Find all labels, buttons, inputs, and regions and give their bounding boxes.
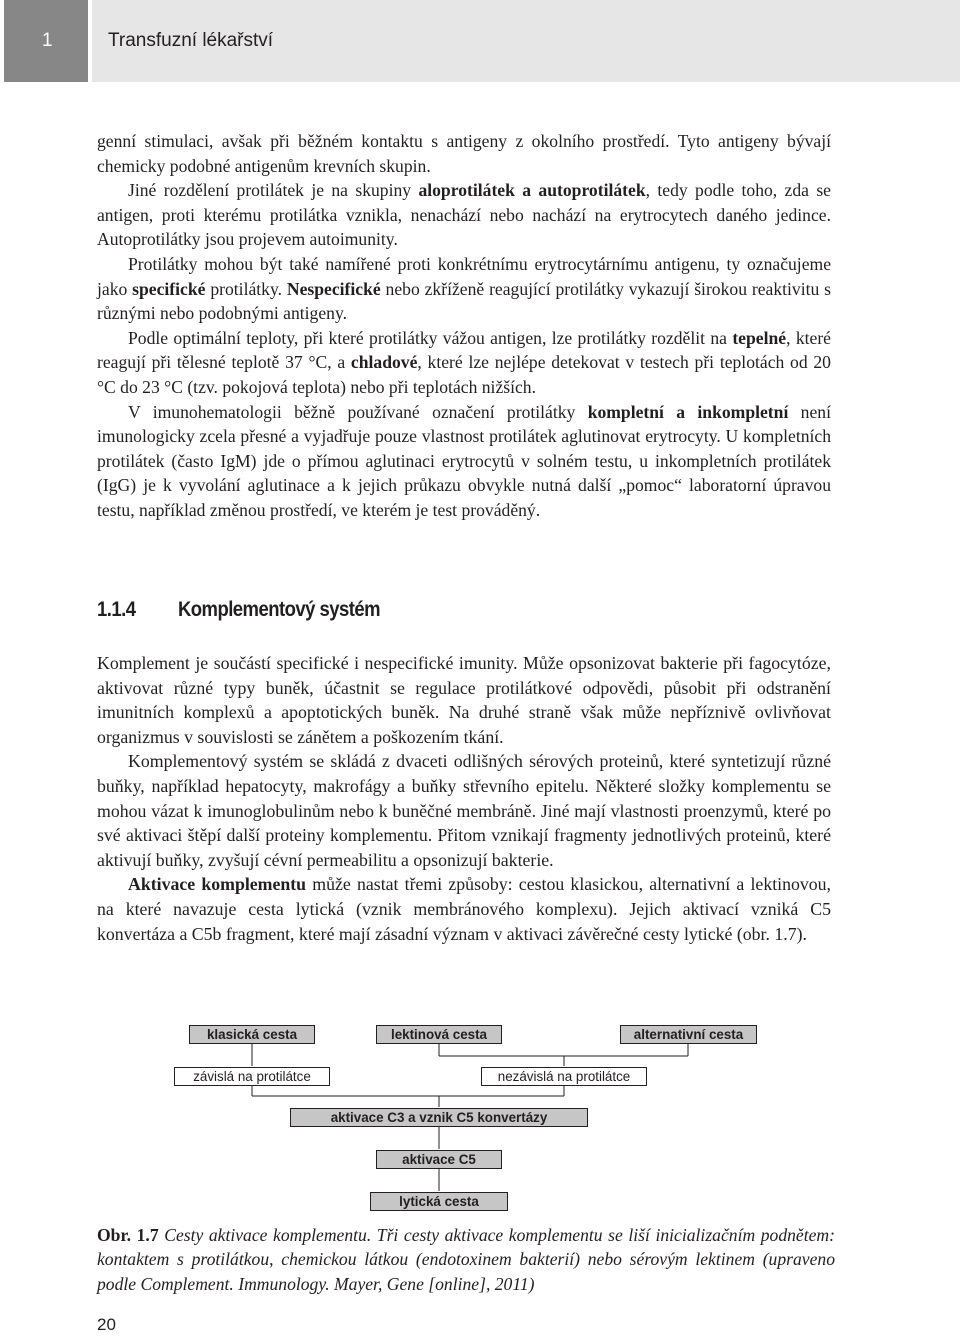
bold-term: Aktivace komplementu [128,874,307,895]
bold-term: specifické [132,278,206,299]
paragraph-antibody-groups [97,178,831,252]
bold-term: Nespecifické [286,278,381,299]
page-number: 20 [97,1315,116,1334]
paragraph-text: genní stimulaci, avšak při běžném kontaktu s antigeny z okolního prostředí. Tyto antigeny bývají chemicky podobné antigenům krevních skupin. [97,131,831,176]
box-lytic-pathway: lytická cesta [370,1192,508,1211]
body-text-lower [97,651,831,946]
paragraph-text: Komplement je součástí specifické i nespecifické imunity. Může opsonizovat bakterie při fagocytóze, aktivovat různé typy buněk, účastnit se regulace protilátkové odpovědi, působit při odstranění imunitních komplexů a apoptotických buněk. Na druhé straně však může nepříznivě ovlivňovat organizmus v souvislosti se zánětem a poškozením tkání. [97,653,831,747]
paragraph-text: Jiné rozdělení protilátek je na skupiny [128,180,419,201]
figure-caption [97,1223,835,1296]
box-antibody-dependent: závislá na protilátce [174,1067,330,1086]
paragraph-text: není imunologicky zcela přesné a vyjadřuje pouze vlastnost protilátek aglutinovat erytrocyty. U kompletních protilátek (často IgM) jde o přímou aglutinaci erytrocytů v solném testu, u inkompletních protilátek (IgG) je k vyvolání aglutinace a k jejich průkazu obvykle nutná další „pomoc“ laboratorní úpravou testu, například změnou prostředí, ve kterém je test prováděný. [97,401,831,520]
paragraph-specificity [97,252,831,326]
box-antibody-independent: nezávislá na protilátce [481,1067,647,1086]
bold-term: tepelné [732,327,787,348]
figure-caption-text: Cesty aktivace komplementu. Tři cesty aktivace komplementu se liší inicializačním podnětem: kontaktem s protilátkou, chemickou látkou (endotoxinem bakterií) nebo sérovým lektinem (upraveno podle Complement. Immunology. Mayer, Gene [online], 2011) [97,1225,835,1294]
paragraph-text: protilátky. [205,278,287,299]
box-classical-pathway: klasická cesta [189,1025,315,1044]
paragraph-text: Podle optimální teploty, při které protilátky vážou antigen, lze protilátky rozdělit na [128,327,733,348]
paragraph-text: Komplementový systém se skládá z dvaceti odlišných sérových proteinů, které syntetizují různé buňky, například hepatocyty, makrofágy a buňky střevního epitelu. Některé složky komplementu se mohou vázat k imunoglobulinům nebo k buněčné membráně. Jiné mají vlastnosti proenzymů, které po své aktivaci štěpí další proteiny komplementu. Přitom vznikají fragmenty jednotlivých proteinů, které aktivují buňky, zvyšují cévní permeabilitu a opsonizují bakterie. [97,751,831,870]
body-text-upper [97,129,831,523]
paragraph-text: Protilátky mohou být také namířené proti konkrétnímu erytrocytárnímu antigenu, ty označujeme jako [97,253,831,299]
paragraph-text: , které lze nejlépe detekovat v testech při teplotách od 20 °C do 23 °C (tzv. pokojová teplota) nebo při teplotách nižších. [97,352,831,397]
figure-label: Obr. 1.7 [97,1225,159,1245]
bold-term: chladové [350,352,418,373]
paragraph-temperature [97,326,831,400]
paragraph-text: V imunohematologii běžně používané označení protilátky [128,401,588,422]
paragraph-complement-intro [97,651,831,749]
section-title: Komplementový systém [177,598,381,621]
box-c5-activation: aktivace C5 [376,1150,502,1169]
paragraph-text: , které reagují při tělesné teplotě 37 °C, a [97,327,831,373]
paragraph-continuation [97,129,831,178]
complement-pathway-diagram [0,1016,960,1216]
box-lectin-pathway: lektinová cesta [376,1025,502,1044]
section-heading [97,598,380,622]
bold-term: aloprotilátek a autoprotilátek [418,180,646,201]
bold-term: kompletní a inkompletní [587,401,789,422]
box-c3-c5-convertase: aktivace C3 a vznik C5 konvertázy [290,1108,588,1127]
chapter-title: Transfuzní lékařství [92,0,960,82]
paragraph-text: nebo zkříženě reagující protilátky vykazují širokou reaktivitu s různými nebo podobnými antigeny. [97,278,831,324]
box-alternative-pathway: alternativní cesta [620,1025,757,1044]
paragraph-text: může nastat třemi způsoby: cestou klasickou, alternativní a lektinovou, na které navazuje cesta lytická (vznik membránového komplexu). Jejich aktivací vzniká C5 konvertáza a C5b fragment, které mají zásadní význam v aktivaci závěrečné cesty lytické (obr. 1.7). [97,874,831,944]
paragraph-complete-incomplete [97,400,831,523]
paragraph-text: , tedy podle toho, zda se antigen, proti kterému protilátka vznikla, nenachází nebo nachází na erytrocytech daného jedince. Autoprotilátky jsou projevem autoimunity. [97,180,831,250]
paragraph-complement-proteins [97,749,831,872]
paragraph-complement-activation [97,872,831,946]
chapter-number: 1 [4,0,88,82]
section-number: 1.1.4 [97,598,136,621]
